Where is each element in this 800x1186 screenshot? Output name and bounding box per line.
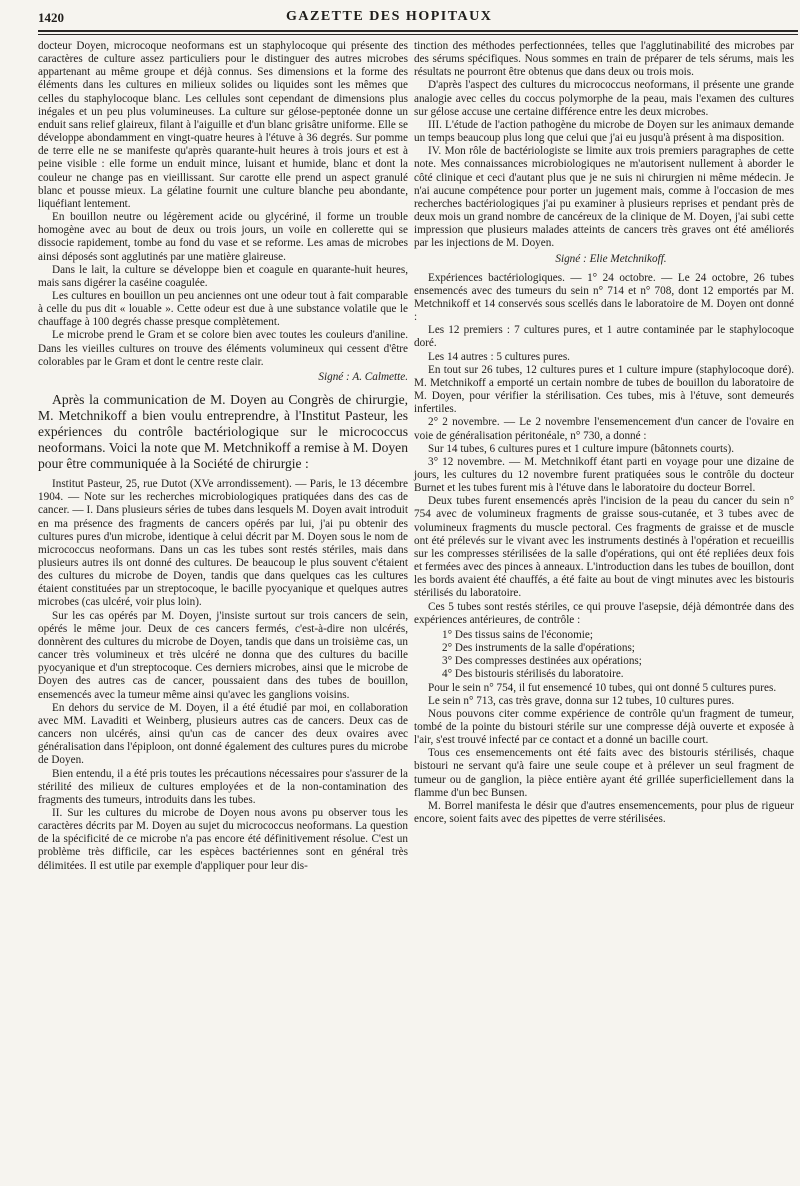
right-paragraph: 3° 12 novembre. — M. Metchnikoff étant parti en voyage pour une dizaine de jours, les cultures du 12 novembre furent pratiquées sous le contrôle du docteur Burnet et les tubes furent mis à l'étuve dans le laboratoire du docteur Borrel. — [414, 455, 794, 495]
right-paragraph: M. Borrel manifesta le désir que d'autres ensemencements, pour plus de rigueur encore, soient faits avec des pipettes de verre stérilisées. — [414, 799, 794, 826]
left-paragraph: Sur les cas opérés par M. Doyen, j'insiste surtout sur trois cancers de sein, opérés le même jour. Deux de ces cancers fermés, c'est-à-dire non ulcérés, donnèrent des cultures du microbe de Doyen, tandis que dans un troisième cas, un cancer très volumineux et très ulcéré ne donna que des cultures du bacille pyocyanique et d'un streptocoque. Ces derniers microbes, ainsi que le microbe de Doyen des autres cas de cancer, poussaient dans des tubes de bouillon, ensemencés avec la tumeur même ainsi qu'avec les ganglions voisins. — [38, 609, 408, 701]
left-paragraph: Institut Pasteur, 25, rue Dutot (XVe arrondissement). — Paris, le 13 décembre 1904. — Note sur les recherches microbiologiques pratiquées dans des cas de cancer. — I. Dans plusieurs séries de tubes dans lesquels M. Doyen avait introduit en ma présence des fragments de cancers opérés par lui, j'ai pu obtenir des cultures pures d'un microbe, identique à celui décrit par M. Doyen sous le nom de micrococcus neoformans. Dans un cas les tubes sont restés stériles, mais dans plusieurs autres ils ont donné des cultures. De beaucoup le plus souvent c'étaient des cultures du microbe de Doyen, tandis que dans quelques cas les cultures étaient constituées par un streptocoque, le bacille pyocyanique et quelques autres microbes (cas ulcéré, voir plus loin). — [38, 478, 408, 609]
right-paragraph: IV. Mon rôle de bactériologiste se limite aux trois premiers paragraphes de cette note. Mes connaissances microbiologiques ne m'autorisent nullement à aborder le côté clinique et ceci d'autant plus que je ne suis ni chirurgien ni même médecin. Je n'ai aucune compétence pour porter un jugement mais, comme à l'occasion de mes recherches bactériologiques j'ai pu examiner à plusieurs reprises et pendant près de deux mois un grand nombre de cancéreux de la clinique de M. Doyen, j'ai subi cette impression que plusieurs malades atteints de cancers très graves ont été améliorés par les injections de M. Doyen. — [414, 145, 794, 250]
right-paragraph: III. L'étude de l'action pathogène du microbe de Doyen sur les animaux demande un temps beaucoup plus long que celui que j'ai eu jusqu'à présent à ma disposition. — [414, 118, 794, 145]
journal-title: GAZETTE DES HOPITAUX — [286, 9, 493, 24]
lead-paragraph: Après la communication de M. Doyen au Congrès de chirurgie, M. Metchnikoff a bien voulu entreprendre, à l'Institut Pasteur, les expériences du contrôle bactériologique sur le micrococcus neoformans. Voici la note que M. Metchnikoff a remise à M. Doyen pour être communiquée à la Société de chirurgie : — [38, 392, 408, 472]
list-item: 2° Des instruments de la salle d'opérations; — [442, 642, 635, 655]
right-paragraph: Sur 14 tubes, 6 cultures pures et 1 culture impure (bâtonnets courts). — [428, 442, 735, 455]
left-paragraph: Bien entendu, il a été pris toutes les précautions nécessaires pour s'assurer de la stérilité des milieux de cultures employées et de la non-contamination des fragments des tumeurs, introduits dans les tubes. — [38, 767, 408, 806]
left-paragraph: Les cultures en bouillon un peu anciennes ont une odeur tout à fait comparable à celle du pus dit « louable ». Cette odeur est due à une substance volatile que le chauffage à 100 degrés chasse presque complètement. — [38, 289, 408, 329]
right-paragraph: En tout sur 26 tubes, 12 cultures pures et 1 culture impure (staphylocoque doré). M. Metchnikoff a emporté un certain nombre de tubes de bouillon du laboratoire de M. Doyen, pour vérifier la stérilisation. Ces tubes, mis à l'étuve, sont demeurés infertiles. — [414, 363, 794, 416]
left-paragraph: Le microbe prend le Gram et se colore bien avec toutes les couleurs d'aniline. Dans les vieilles cultures on trouve des éléments volumineux qui cessent d'être colorables par le Gram et dont le centre reste clair. — [38, 329, 408, 368]
signature-calmette: Signé : A. Calmette. — [318, 370, 408, 383]
right-paragraph: Tous ces ensemencements ont été faits avec des bistouris stérilisés, chaque bistouri ne servant qu'à faire une seule coupe et à prélever un seul fragment de tumeur ou de ganglion, la pièce entière ayant été grillée superficiellement dans la flamme d'un bec Bunsen. — [414, 747, 794, 799]
list-item: 3° Des compresses destinées aux opérations; — [442, 655, 642, 668]
right-paragraph: 2° 2 novembre. — Le 2 novembre l'ensemencement d'un cancer de l'ovaire en voie de généralisation péritonéale, n° 730, a donné : — [414, 416, 794, 442]
right-paragraph: tinction des méthodes perfectionnées, telles que l'agglutinabilité des microbes par des sérums spécifiques. Nous sommes en train de préparer de tels sérums, mais les résultats ne pourront être obtenus que dans deux ou trois mois. — [414, 40, 794, 79]
list-item: 4° Des bistouris stérilisés du laboratoire. — [442, 668, 624, 681]
page-header — [38, 8, 798, 30]
right-paragraph: Les 12 premiers : 7 cultures pures, et 1 autre contaminée par le staphylocoque doré. — [414, 324, 794, 350]
right-paragraph: Expériences bactériologiques. — 1° 24 octobre. — Le 24 octobre, 26 tubes ensemencés avec des tumeurs du sein n° 714 et n° 708, dont 12 emportés par M. Metchnikoff et 14 conservés sous scellés dans le laboratoire de M. Doyen ont donné : — [414, 271, 794, 324]
right-paragraph: Ces 5 tubes sont restés stériles, ce qui prouve l'asepsie, déjà démontrée dans des expériences antérieures, de contrôle : — [414, 600, 794, 626]
right-paragraph: D'après l'aspect des cultures du micrococcus neoformans, il présente une grande analogie avec celles du coccus polymorphe de la peau, mais l'examen des cultures sur gélose accuse une certaine différence entre les deux microbes. — [414, 79, 794, 118]
header-rule — [38, 30, 798, 32]
right-column — [414, 40, 794, 826]
left-paragraph: En bouillon neutre ou légèrement acide ou glycériné, il forme un trouble homogène avec au bout de deux ou trois jours, un voile en collerette qui se dissocie rapidement, tombe au fond du vase et se reforme. Les amas de microbes ainsi déposés sont agglutinés par une matière glaireuse. — [38, 211, 408, 263]
left-paragraph: Dans le lait, la culture se développe bien et coagule en quarante-huit heures, mais sans digérer la caséine coagulée. — [38, 263, 408, 289]
header-rule-thin — [38, 34, 798, 35]
left-paragraph: II. Sur les cultures du microbe de Doyen nous avons pu observer tous les caractères décrits par M. Doyen au sujet du micrococcus neoformans. La question de la spécificité de ce microbe n'a pas encore été définitivement résolue. C'est un problème très difficile, car les espèces bactériennes sont en général très délimitées. Il est utile par exemple d'appliquer pour leur dis- — [38, 806, 408, 872]
right-paragraph: Les 14 autres : 5 cultures pures. — [428, 350, 570, 363]
left-paragraph: En dehors du service de M. Doyen, il a été étudié par moi, en collaboration avec MM. Lavaditi et Weinberg, plusieurs autres cas de cancers. Deux cas de cancers non ulcérés, ainsi qu'un cas de cancer des deux ovaires avec généralisation dans l'épiploon, ont donné également des cultures pures du microbe de Doyen. — [38, 701, 408, 767]
right-paragraph: Le sein n° 713, cas très grave, donna sur 12 tubes, 10 cultures pures. — [428, 694, 735, 707]
list-item: 1° Des tissus sains de l'économie; — [442, 628, 593, 641]
right-paragraph: Nous pouvons citer comme expérience de contrôle qu'un fragment de tumeur, tombé de la pointe du bistouri stérile sur une compresse déjà ouverte et exposée à l'air, s'est trouvé infecté par ce contact et a donné un bacille court. — [414, 707, 794, 747]
left-column — [38, 40, 408, 873]
left-paragraph: docteur Doyen, microcoque neoformans est un staphylocoque qui présente des caractères de culture assez particuliers pour le distinguer des autres microbes appartenant au même groupe et déjà connus. Ses dimensions et la forme des éléments dans les cultures en milieux solides ou liquides sont les mêmes que celles du staphylocoque blanc. Les cellules sont cependant de dimensions plus inégales et un peu plus volumineuses. La culture sur gélose-peptonée donne un enduit sans relief glaireux, filant à l'aiguille et d'un blanc grisâtre uniforme. Elle se développe abondamment en vingt-quatre heures à l'étuve à 36 degrés. Sur pomme de terre elle ne se manifeste qu'après quarante-huit heures à trois jours et est à peine visible : elle forme un enduit mince, luisant et humide, blanc et dont la couleur ne change pas en vieillissant. Sur carotte elle prend un aspect granulé blanc et pousse mieux. La gélatine fournit une culture blanche peu abondante, liquéfiant lentement. — [38, 40, 408, 210]
page-number: 1420 — [38, 10, 64, 25]
right-paragraph: Pour le sein n° 754, il fut ensemencé 10 tubes, qui ont donné 5 cultures pures. — [428, 681, 777, 694]
right-paragraph: Deux tubes furent ensemencés après l'incision de la peau du cancer du sein n° 754 avec de volumineux fragments de graisse sous-cutanée, et 3 tubes avec de volumineux fragments du muscle pectoral. Ces fragments de graisse et de muscle ont été prélevés sur le vivant avec les instruments destinés à l'opération et recueillis sur les compresses stérilisées de la salle d'opérations, qui ont été repliées deux fois et fermées avec des pinces à anneaux. L'introduction dans les tubes de bouillon, dont les bords avaient été chauffés, a été faite au bout de vingt minutes avec les bistouris stérilisés du laboratoire. — [414, 495, 794, 600]
signature-metchnikoff: Signé : Elie Metchnikoff. — [555, 252, 667, 265]
